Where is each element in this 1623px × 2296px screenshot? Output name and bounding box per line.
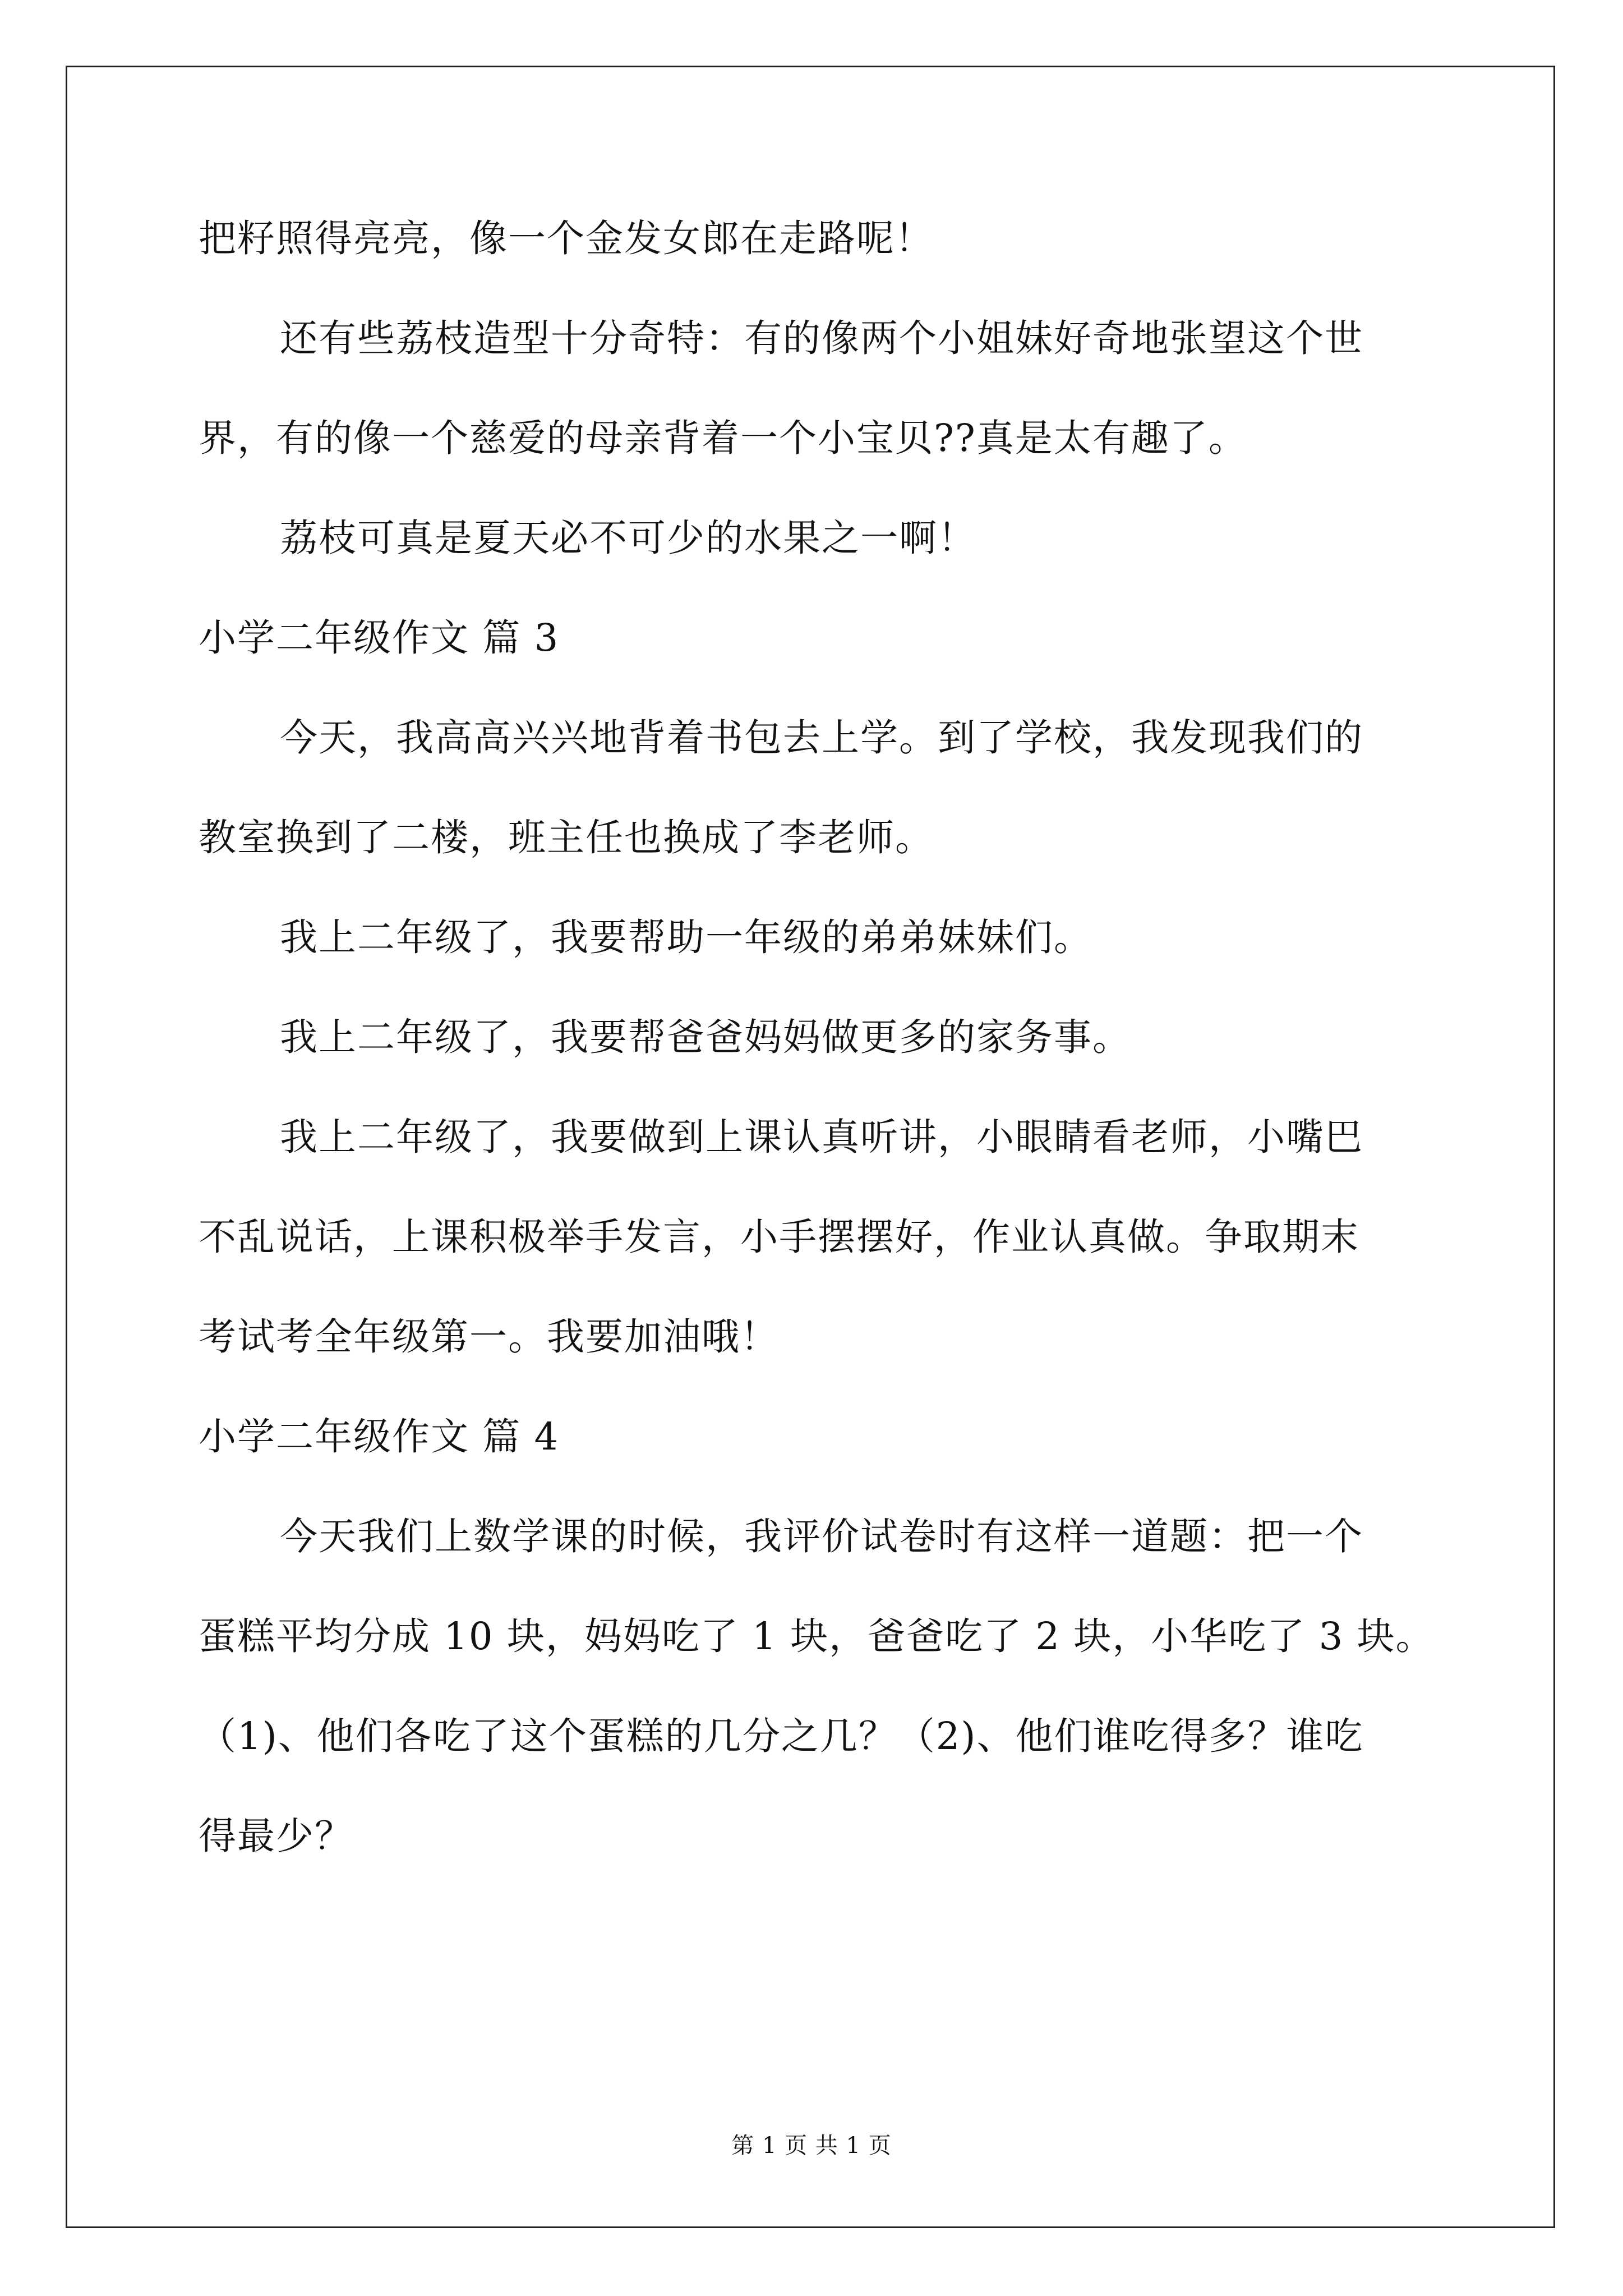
- paragraph-line: 还有些荔枝造型十分奇特：有的像两个小姐妹好奇地张望这个世: [280, 316, 1363, 360]
- paragraph-line: （1)、他们各吃了这个蛋糕的几分之几？（2)、他们谁吃得多？谁吃: [199, 1714, 1364, 1758]
- paragraph-line: 我上二年级了，我要做到上课认真听讲，小眼睛看老师，小嘴巴: [280, 1115, 1363, 1159]
- paragraph-line: 界，有的像一个慈爱的母亲背着一个小宝贝??真是太有趣了。: [199, 416, 1247, 460]
- section-heading: 小学二年级作文 篇 4: [199, 1415, 560, 1458]
- paragraph-line: 不乱说话，上课积极举手发言，小手摆摆好，作业认真做。争取期末: [199, 1215, 1359, 1259]
- paragraph-line: 得最少？: [199, 1814, 353, 1858]
- paragraph-line: 我上二年级了，我要帮助一年级的弟弟妹妹们。: [280, 915, 1092, 959]
- section-heading: 小学二年级作文 篇 3: [199, 616, 560, 660]
- paragraph-line: 教室换到了二楼，班主任也换成了李老师。: [199, 816, 934, 859]
- paragraph-line: 蛋糕平均分成 10 块，妈妈吃了 1 块，爸爸吃了 2 块，小华吃了 3 块。: [199, 1614, 1435, 1658]
- paragraph-line: 今天，我高高兴兴地背着书包去上学。到了学校，我发现我们的: [280, 716, 1363, 760]
- paragraph-line: 我上二年级了，我要帮爸爸妈妈做更多的家务事。: [280, 1015, 1131, 1059]
- paragraph-line: 考试考全年级第一。我要加油哦！: [199, 1315, 779, 1359]
- paragraph-line: 今天我们上数学课的时候，我评价试卷时有这样一道题：把一个: [280, 1515, 1363, 1558]
- paragraph-line: 荔枝可真是夏天必不可少的水果之一啊！: [280, 516, 976, 560]
- page-footer: 第 1 页 共 1 页: [731, 2133, 892, 2159]
- paragraph-line: 把籽照得亮亮，像一个金发女郎在走路呢！: [199, 217, 934, 260]
